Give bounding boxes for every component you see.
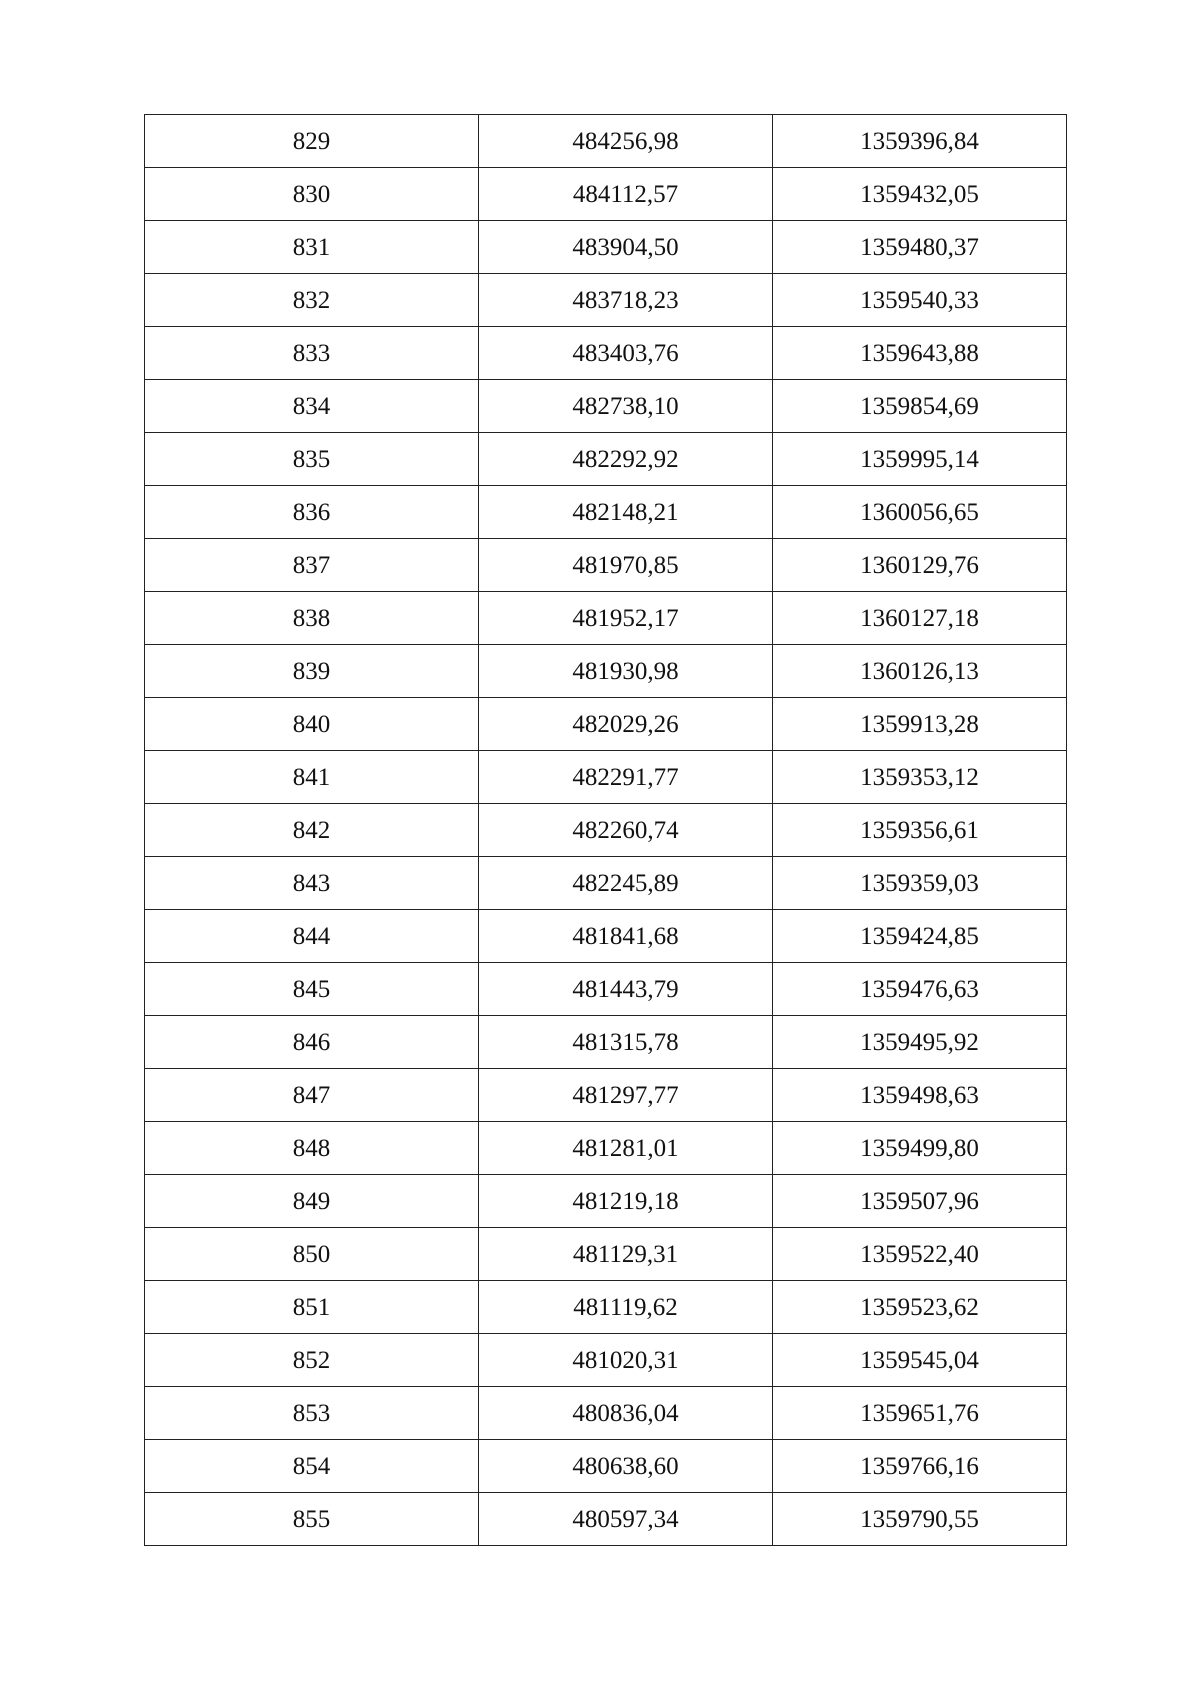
point-number-cell: 839: [145, 645, 479, 698]
x-coordinate-cell: 481297,77: [479, 1069, 773, 1122]
table-row: [145, 327, 1067, 380]
point-number-cell: 840: [145, 698, 479, 751]
table-row: [145, 486, 1067, 539]
point-number-cell: 836: [145, 486, 479, 539]
table-row: [145, 1016, 1067, 1069]
point-number-cell: 850: [145, 1228, 479, 1281]
x-coordinate-cell: 482029,26: [479, 698, 773, 751]
point-number-cell: 831: [145, 221, 479, 274]
table-row: [145, 910, 1067, 963]
x-coordinate-cell: 481930,98: [479, 645, 773, 698]
point-number-cell: 854: [145, 1440, 479, 1493]
x-coordinate-cell: 480597,34: [479, 1493, 773, 1546]
table-row: [145, 857, 1067, 910]
table-row: [145, 1281, 1067, 1334]
y-coordinate-cell: 1359523,62: [773, 1281, 1067, 1334]
x-coordinate-cell: 481119,62: [479, 1281, 773, 1334]
x-coordinate-cell: 484112,57: [479, 168, 773, 221]
table-row: [145, 274, 1067, 327]
table-row: [145, 1228, 1067, 1281]
point-number-cell: 852: [145, 1334, 479, 1387]
y-coordinate-cell: 1359356,61: [773, 804, 1067, 857]
point-number-cell: 832: [145, 274, 479, 327]
point-number-cell: 842: [145, 804, 479, 857]
y-coordinate-cell: 1359498,63: [773, 1069, 1067, 1122]
point-number-cell: 847: [145, 1069, 479, 1122]
y-coordinate-cell: 1359545,04: [773, 1334, 1067, 1387]
x-coordinate-cell: 483403,76: [479, 327, 773, 380]
table-row: [145, 645, 1067, 698]
y-coordinate-cell: 1359651,76: [773, 1387, 1067, 1440]
x-coordinate-cell: 482260,74: [479, 804, 773, 857]
point-number-cell: 848: [145, 1122, 479, 1175]
x-coordinate-cell: 482738,10: [479, 380, 773, 433]
point-number-cell: 846: [145, 1016, 479, 1069]
y-coordinate-cell: 1359476,63: [773, 963, 1067, 1016]
table-row: [145, 1387, 1067, 1440]
y-coordinate-cell: 1359507,96: [773, 1175, 1067, 1228]
point-number-cell: 841: [145, 751, 479, 804]
point-number-cell: 855: [145, 1493, 479, 1546]
coordinates-table: [144, 114, 1067, 1546]
y-coordinate-cell: 1360056,65: [773, 486, 1067, 539]
x-coordinate-cell: 482291,77: [479, 751, 773, 804]
x-coordinate-cell: 481841,68: [479, 910, 773, 963]
y-coordinate-cell: 1359854,69: [773, 380, 1067, 433]
y-coordinate-cell: 1359790,55: [773, 1493, 1067, 1546]
y-coordinate-cell: 1360126,13: [773, 645, 1067, 698]
x-coordinate-cell: 481443,79: [479, 963, 773, 1016]
x-coordinate-cell: 481315,78: [479, 1016, 773, 1069]
y-coordinate-cell: 1359359,03: [773, 857, 1067, 910]
x-coordinate-cell: 482292,92: [479, 433, 773, 486]
y-coordinate-cell: 1359353,12: [773, 751, 1067, 804]
point-number-cell: 834: [145, 380, 479, 433]
point-number-cell: 833: [145, 327, 479, 380]
y-coordinate-cell: 1359643,88: [773, 327, 1067, 380]
coordinates-table-body: [145, 115, 1067, 1546]
point-number-cell: 843: [145, 857, 479, 910]
x-coordinate-cell: 480836,04: [479, 1387, 773, 1440]
x-coordinate-cell: 481281,01: [479, 1122, 773, 1175]
point-number-cell: 853: [145, 1387, 479, 1440]
y-coordinate-cell: 1359432,05: [773, 168, 1067, 221]
point-number-cell: 838: [145, 592, 479, 645]
table-row: [145, 804, 1067, 857]
y-coordinate-cell: 1359480,37: [773, 221, 1067, 274]
point-number-cell: 851: [145, 1281, 479, 1334]
x-coordinate-cell: 481952,17: [479, 592, 773, 645]
y-coordinate-cell: 1359396,84: [773, 115, 1067, 168]
table-row: [145, 698, 1067, 751]
table-row: [145, 380, 1067, 433]
x-coordinate-cell: 482148,21: [479, 486, 773, 539]
y-coordinate-cell: 1359499,80: [773, 1122, 1067, 1175]
table-row: [145, 1334, 1067, 1387]
y-coordinate-cell: 1359522,40: [773, 1228, 1067, 1281]
table-row: [145, 115, 1067, 168]
y-coordinate-cell: 1359766,16: [773, 1440, 1067, 1493]
point-number-cell: 830: [145, 168, 479, 221]
x-coordinate-cell: 480638,60: [479, 1440, 773, 1493]
table-row: [145, 1175, 1067, 1228]
point-number-cell: 829: [145, 115, 479, 168]
y-coordinate-cell: 1359540,33: [773, 274, 1067, 327]
y-coordinate-cell: 1359495,92: [773, 1016, 1067, 1069]
table-row: [145, 168, 1067, 221]
point-number-cell: 837: [145, 539, 479, 592]
table-row: [145, 1122, 1067, 1175]
x-coordinate-cell: 483718,23: [479, 274, 773, 327]
y-coordinate-cell: 1360127,18: [773, 592, 1067, 645]
table-row: [145, 963, 1067, 1016]
x-coordinate-cell: 481129,31: [479, 1228, 773, 1281]
y-coordinate-cell: 1359913,28: [773, 698, 1067, 751]
point-number-cell: 849: [145, 1175, 479, 1228]
table-row: [145, 221, 1067, 274]
x-coordinate-cell: 481219,18: [479, 1175, 773, 1228]
table-row: [145, 1493, 1067, 1546]
y-coordinate-cell: 1359995,14: [773, 433, 1067, 486]
x-coordinate-cell: 484256,98: [479, 115, 773, 168]
x-coordinate-cell: 481970,85: [479, 539, 773, 592]
point-number-cell: 835: [145, 433, 479, 486]
table-row: [145, 1440, 1067, 1493]
point-number-cell: 845: [145, 963, 479, 1016]
table-row: [145, 1069, 1067, 1122]
table-row: [145, 433, 1067, 486]
x-coordinate-cell: 482245,89: [479, 857, 773, 910]
table-row: [145, 592, 1067, 645]
x-coordinate-cell: 483904,50: [479, 221, 773, 274]
y-coordinate-cell: 1359424,85: [773, 910, 1067, 963]
table-row: [145, 539, 1067, 592]
x-coordinate-cell: 481020,31: [479, 1334, 773, 1387]
y-coordinate-cell: 1360129,76: [773, 539, 1067, 592]
table-row: [145, 751, 1067, 804]
point-number-cell: 844: [145, 910, 479, 963]
